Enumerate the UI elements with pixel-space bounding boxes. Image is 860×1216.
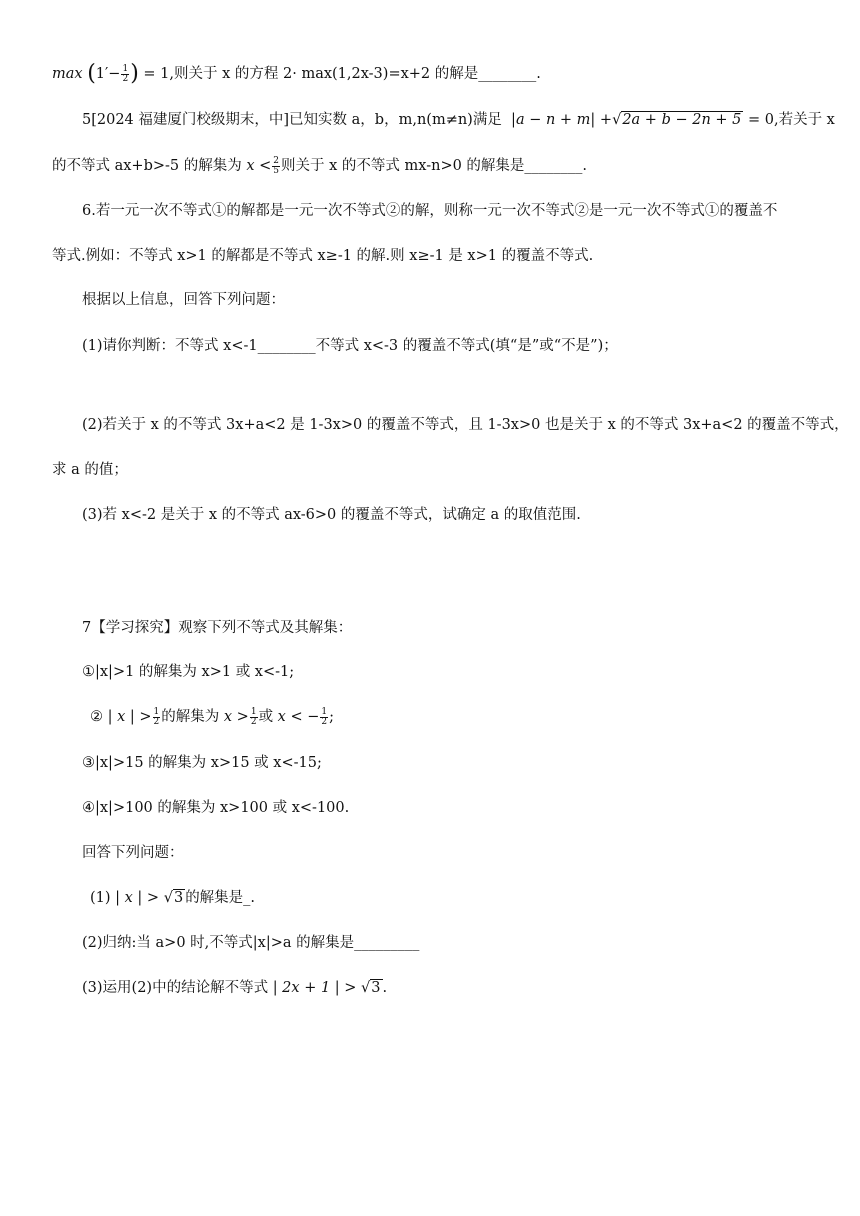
q7-part-3: (3)运用(2)中的结论解不等式 | 2x + 1 | > √3 . <box>82 980 388 996</box>
fraction: $\frac{2}{5}$ <box>273 155 280 176</box>
q5-line-2: 的不等式 ax+b>-5 的解集为 x < $\frac{2}{5}$ 则关于 x 的不等式 mx-n>0 的解集是________. <box>52 155 588 176</box>
sqrt-expression: √3 <box>163 890 184 906</box>
q7-answer-header: 回答下列问题： <box>82 845 184 861</box>
q6-line-2: 等式.例如：不等式 x>1 的解都是不等式 x≥-1 的解.则 x≥-1 是 x>1 的覆盖不等式. <box>52 248 594 264</box>
q6-line-1: 6.若一元一次不等式①的解都是一元一次不等式②的解，则称一元一次不等式②是一元一次不等式①的覆盖不 <box>82 203 778 219</box>
q6-part-3: (3)若 x<-2 是关于 x 的不等式 ax-6>0 的覆盖不等式，试确定 a 的取值范围. <box>82 507 581 523</box>
q7-title: 7【学习探究】观察下列不等式及其解集： <box>82 620 353 636</box>
q7-item-3: ③|x|>15 的解集为 x>15 或 x<-15; <box>82 755 322 771</box>
q7-part-1: (1) | x | > √3 的解集是_. <box>90 890 256 906</box>
q5-line-1: 5[2024 福建厦门校级期末，中]已知实数 a，b，m,n(m≠n)满足 |a − n + m| +√2a + b − 2n + 5 = 0,若关于 x <box>82 112 835 128</box>
q6-intro: 根据以上信息，回答下列问题： <box>82 292 285 308</box>
q7-item-2: ② | x | > $\frac{1}{2}$ 的解集为 x > $\frac{1}{2}$ 或 x < − $\frac{1}{2}$ ; <box>90 706 334 727</box>
sqrt-expression: √3 <box>361 980 381 996</box>
q6-part-2-line-2: 求 a 的值； <box>52 462 128 478</box>
max-function: max <box>52 66 83 82</box>
q7-item-1: ①|x|>1 的解集为 x>1 或 x<-1; <box>82 664 295 680</box>
q7-item-4: ④|x|>100 的解集为 x>100 或 x<-100. <box>82 800 350 816</box>
fraction: $\frac{1}{2}$ <box>321 706 328 727</box>
sqrt-expression: √2a + b − 2n + 5 <box>612 112 742 128</box>
q6-part-1: (1)请你判断：不等式 x<-1________不等式 x<-3 的覆盖不等式(填“是”或“不是”)； <box>82 338 618 354</box>
fraction: $\frac{1}{2}$ <box>153 706 160 727</box>
abs-expression: a − n + m <box>515 112 591 128</box>
fraction: $\frac{1}{2}$ <box>122 63 129 84</box>
q6-part-2-line-1: (2)若关于 x 的不等式 3x+a<2 是 1-3x>0 的覆盖不等式，且 1-3x>0 也是关于 x 的不等式 3x+a<2 的覆盖不等式， <box>82 417 849 433</box>
abs-expression: | 2x + 1 | > <box>272 980 357 996</box>
q7-part-2: (2)归纳:当 a>0 时,不等式|x|>a 的解集是_________ <box>82 935 420 951</box>
fraction: $\frac{1}{2}$ <box>250 706 257 727</box>
q4-tail-line: max (1′− $\frac{1}{2}$ ) = 1,则关于 x 的方程 2· max(1,2x-3)=x+2 的解是________. <box>52 61 541 86</box>
